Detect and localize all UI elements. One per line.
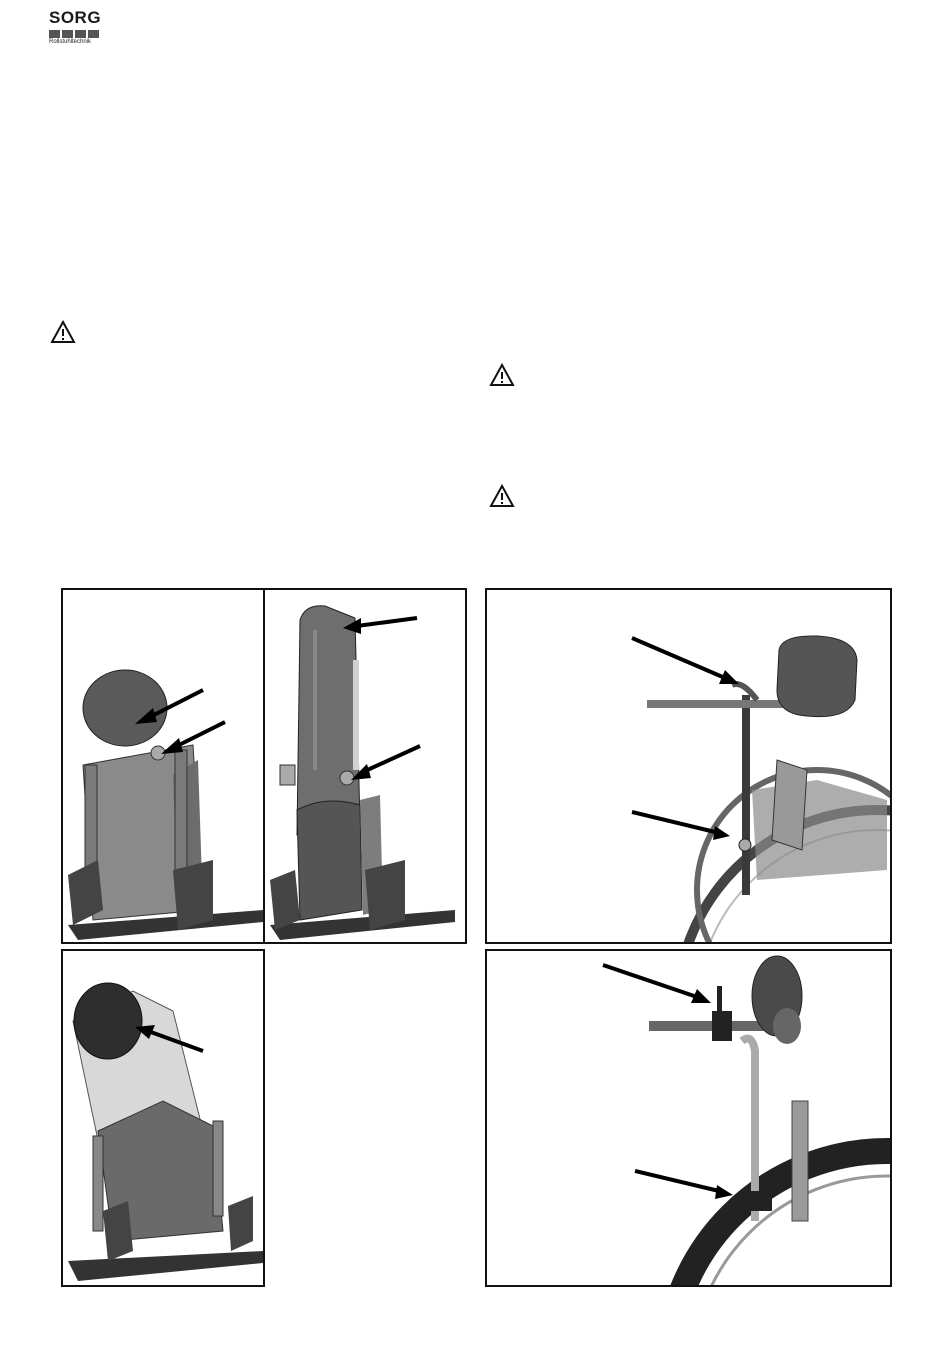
arrow-icon (715, 1185, 733, 1199)
figure-headrest-on-wheelchair (485, 588, 892, 944)
logo-blocks (49, 30, 99, 38)
figure-backrest-headrest (61, 588, 265, 944)
arrow-icon (713, 826, 730, 840)
tilted-backrest-illustration (63, 951, 265, 1287)
figure-headrest-bracket (485, 949, 892, 1287)
extended-backrest-illustration (265, 590, 467, 944)
sorg-logo (49, 8, 109, 44)
warning-triangle-icon (50, 320, 76, 344)
arrow-icon (719, 670, 739, 684)
warning-triangle-icon (489, 484, 515, 508)
headrest-wheelchair-photo (487, 590, 892, 944)
logo-subtitle: Rollstuhltechnik (49, 39, 92, 45)
headrest-bracket-photo (487, 951, 892, 1287)
arrow-icon (691, 989, 711, 1003)
warning-triangle-icon (489, 363, 515, 387)
backrest-headrest-illustration (63, 590, 265, 944)
figure-extended-backrest (263, 588, 467, 944)
arrow-icon (161, 738, 183, 754)
logo-wordmark: SORG (49, 8, 102, 27)
figure-tilted-backrest (61, 949, 265, 1287)
